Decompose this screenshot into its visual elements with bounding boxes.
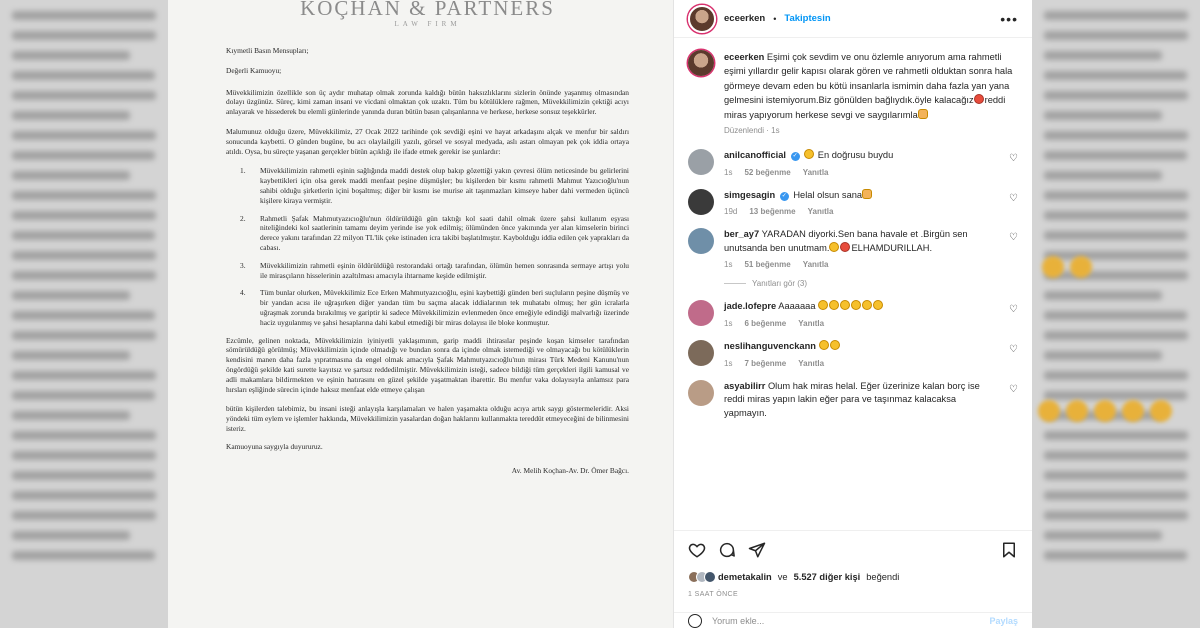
praying-hands-icon: [918, 109, 928, 119]
comment-text-tail: ELHAMDURILLAH.: [851, 242, 933, 253]
share-icon[interactable]: [748, 541, 766, 559]
comment-time: 1s: [724, 319, 733, 328]
heart-icon[interactable]: ♡: [1009, 344, 1018, 355]
comment-icon[interactable]: [718, 541, 736, 559]
verified-badge-icon: ✓: [781, 192, 787, 199]
doc-list: [226, 166, 629, 327]
avatar[interactable]: [688, 340, 714, 366]
comment-username[interactable]: anilcanofficial: [724, 150, 786, 161]
comment-username[interactable]: asyabilirr: [724, 380, 766, 391]
red-heart-icon: [974, 94, 984, 104]
angry-face-icon: [840, 242, 850, 252]
avatar[interactable]: [688, 149, 714, 175]
more-options-icon[interactable]: •••: [1000, 10, 1018, 27]
comment-text: En doğrusu buydu: [817, 150, 894, 161]
caption-body-end: reddi miras yapıyorum herkese sevgi ve saygılarımla: [724, 95, 1006, 120]
comment-likes[interactable]: 13 beğenme: [749, 207, 796, 217]
doc-signature: Av. Melih Koçhan-Av. Dr. Ömer Bağcı.: [511, 465, 629, 475]
liked-by-user[interactable]: demetakalin: [718, 572, 772, 582]
liker-avatars: [688, 571, 712, 583]
praying-hands-icon: [862, 189, 872, 199]
heart-icon[interactable]: ♡: [1009, 153, 1018, 165]
comment-text: Aaaaaaa: [778, 301, 816, 312]
doc-paragraph-2: Malumunuz olduğu üzere, Müvekkilimiz, 27 Ocak 2022 tarihinde çok sevdiği eşini ve hayat arkadaşını alçak ve menfur bir saldırı sonucunda kaybetti. O günden bugüne, bu acı olaylailgili yazılı, görsel ve sosyal medyada, aslı astarı olmayan pek çok iddia ortaya atıldı. Oysa, bu süreçte yaşanan gerçekler bütün açıklığı ile ifade etmek gerekir ise şunlardır:: [226, 126, 629, 156]
comment-input[interactable]: Yorum ekle...: [712, 615, 765, 626]
heart-icon[interactable]: [688, 541, 706, 559]
post-caption: [688, 50, 1018, 122]
caption-username[interactable]: eceerken: [724, 52, 765, 62]
heart-icon[interactable]: ♡: [1009, 192, 1018, 204]
heart-icon[interactable]: ♡: [1009, 232, 1018, 244]
doc-paragraph-1: Müvekkilimizin özellikle son üç aydır muhatap olmak zorunda kaldığı bütün haksızlıklarını sizlerin önünde yaşanmış olmasından dolayı üzgünüz. Süreç, kimi zaman insani ve vicdani olmaktan çok uzaktı. Tüm bu kötülüklere rağmen, Müvekkilimizin çektiği acıyı anlayarak ve hissederek bu elemli günlerinde yanında duran bütün basın çalışanlarına ve herkese, herkese sonsuz teşekkürler.: [226, 87, 629, 117]
post-header: [674, 0, 1032, 38]
reply-button[interactable]: Yanıtla: [802, 167, 829, 177]
comment-likes[interactable]: 52 beğenme: [744, 167, 791, 177]
add-comment-bar: [674, 612, 1032, 628]
background-left: [0, 0, 168, 628]
doc-list-item: 1. Müvekkilimizin rahmetli eşinin sağlığında maddi destek olup bakıp gözettiği yakın çevresi ölüm neticesinde bu gelirlerini kaybettikleri için olsa gerek maddi menfaat peşine düşmüşler; bu kişilerden bir kısmı rahmetli Mahmut Yazıcıoğlu'nun sahibi olduğu şirketlerin içini boşaltmış; diğer bir kısmı ise murise ait taşınmazları kimseye haber dahi vermeden üçüncü kişilere kiraya vermiştir.: [240, 166, 629, 205]
post-time: 1 SAAT ÖNCE: [688, 591, 739, 598]
sad-face-icon: [829, 242, 839, 252]
comment-username[interactable]: neslihanguvenckann: [724, 341, 816, 351]
post-comment-button[interactable]: Paylaş: [989, 615, 1018, 626]
caption-text: [724, 50, 1018, 122]
emoji-icon: [819, 340, 829, 350]
heart-icon[interactable]: ♡: [1009, 304, 1018, 316]
avatar[interactable]: [688, 189, 714, 215]
avatar[interactable]: [688, 5, 716, 33]
reply-button[interactable]: Yanıtla: [802, 260, 829, 270]
comment-likes[interactable]: 6 beğenme: [744, 319, 787, 328]
header-separator: •: [773, 13, 777, 24]
comments-list: [674, 38, 1032, 530]
avatar[interactable]: [688, 50, 714, 76]
doc-paragraph-4: bütün kişilerden talebimiz, bu insani isteği anlayışla karşılamaları ve halen yaşamakta olduğu acıya artık saygı göstermeleridir. Aksi yöndeki tüm eylem ve işlemler hakkında, Müvekkilimizin yasalardan doğan haklarını kullanmakta tereddüt etmeyeceğini de bilinmesini isteriz.: [226, 404, 629, 433]
bookmark-icon[interactable]: [1000, 541, 1018, 559]
comment-username[interactable]: jade.lofepre: [724, 301, 777, 312]
comment-likes[interactable]: 51 beğenme: [744, 260, 791, 270]
smile-icon[interactable]: [688, 614, 702, 628]
doc-closing: Kamuoyuna saygıyla duyururuz.: [226, 441, 323, 451]
view-replies-button[interactable]: Yanıtları gör (3): [724, 279, 1018, 288]
liked-others[interactable]: 5.527 diğer kişi: [793, 572, 861, 582]
reply-button[interactable]: Yanıtla: [807, 207, 834, 217]
reply-button[interactable]: Yanıtla: [798, 358, 825, 368]
comment-time: 1s: [724, 167, 733, 177]
caption-meta: Düzenlendi · 1s: [724, 126, 780, 136]
law-firm-logo: KOÇHAN & PARTNERS: [300, 0, 555, 20]
doc-salutation-2: Değerli Kamuoyu;: [226, 65, 282, 75]
doc-paragraph-3: Ezcümle, gelinen noktada, Müvekkilimizin iyiniyetli yaklaşımının, garip maddi ihtirasılar peşinde koşan kimseler tarafından sömürüldüğü görülmüş; Müvekkilimizin içinde olmadığı ve bundan sonra da içinde olmak istemediği ve olmayacağı bu kötülüklerin kendisini manen daha fazla yıpratmasına da engel olmak amacıyla Şafak Mahmutyazıcıoğlu'nun mirası Türk Medeni Kanunu'nun öngördüğü şekilde kati surette kayıtsız ve şartsız reddedilmiştir. Müvekkilimizin isteği, sadece bildiği tüm gerçekleri ilgili kamusal ve adli makamlara bildirmekten ve eşinin hatırasını en güzel şekilde yaşatmaktan ibarettir. Bu menfur vaka dolayısıyla anlamsız para hırsları eşliğinde sürecin içinde haksız menfaat elde etmeye çalışan: [226, 335, 629, 394]
avatar[interactable]: [688, 300, 714, 326]
caption-body: Eşimi çok sevdim ve onu özlemle anıyorum ama rahmetli eşimi yıllardır gelir kapısı olarak gören ve rahmetli olduktan sonra hala görmeye devam eden bu kötü insanlarla ismimin daha fazla yan yana gelmesini istemiyorum.Biz gönülden bağlıydık.öyle kalacağız: [724, 52, 1013, 106]
comment-text: Olum hak miras helal. Eğer üzerinize kalan borç ise reddi miras yapın lakin eğer para ve taşınmaz kalacaksa yapmayın.: [724, 380, 980, 418]
emoji-icon: [830, 340, 840, 350]
background-right: [1032, 0, 1200, 628]
comment-text: YARADAN diyorki.Sen bana havale et .Birgün sen unutsanda ben unutmam.: [724, 229, 968, 253]
comment-time: 1s: [724, 260, 733, 270]
comment-username[interactable]: ber_ay7: [724, 229, 760, 240]
list-item: [688, 340, 1018, 368]
list-item: [688, 380, 1018, 421]
liked-suffix: beğendi: [866, 572, 900, 582]
avatar[interactable]: [688, 380, 714, 406]
verified-badge-icon: ✓: [792, 153, 798, 160]
comment-username[interactable]: simgesagin: [724, 189, 776, 200]
list-item: [688, 189, 1018, 217]
likes-summary: [688, 571, 1018, 583]
doc-list-item: 4. Tüm bunlar olurken, Müvekkilimiz Ece Erken Mahmutyazıcıoğlu, eşini kaybettiği günden beri suçluların peşine düşmüş ve bir yandan acısı ile uğraşırken diğer yandan tüm bu saçma alacak iddialarının tek muhatabı olmuş; her gün icralarla uğraşmak zorunda bırakılmış ve gariptir ki sadece Müvekkilimizin evlenmeden önce emeğiyle edindiği malvarlığı üzerinde haciz uygulanmış ve şahsi hesaplarına dahi kabul etmediği bir miras dolayısı ile bloke konmuştur.: [240, 288, 629, 327]
comment-time: 1s: [724, 358, 733, 368]
comment-text: Helal olsun sana: [793, 189, 863, 200]
law-firm-logo-sub: LAW FIRM: [394, 20, 461, 28]
comment-likes[interactable]: 7 beğenme: [744, 358, 787, 368]
list-item: [688, 149, 1018, 177]
avatar[interactable]: [688, 228, 714, 254]
liked-connector: ve: [777, 572, 788, 582]
instagram-post: [168, 0, 1032, 628]
list-item: [688, 228, 1018, 269]
header-username[interactable]: eceerken: [724, 13, 766, 24]
doc-list-item: 2. Rahmetli Şafak Mahmutyazıcıoğlu'nun öldürüldüğü gün taktığı kol saati dahil olmak üzere şahsi kullanım eşyası niteliğindeki kol saatlerinin tamamı deyim yerinde ise yok edilmiş; ölümünden önce yakınında yer alan kimselerin birinci derece yakını tarafından 22 milyon TL'lik çeke istinaden icra takibi başlatılmıştır. Kaybolduğu iddia edilen çek yaprakları da cabası.: [240, 213, 629, 252]
doc-salutation-1: Kıymetli Basın Mensupları;: [226, 46, 309, 55]
reply-button[interactable]: Yanıtla: [798, 319, 825, 328]
doc-list-item: 3. Müvekkilimizin rahmetli eşinin öldürüldüğü restorandaki ortağı tarafından, ölümün hemen sonrasında sermaye artışı yolu ile mirasçıların hisselerinin azaltılması amacıyla ihtarname keşide edilmiştir.: [240, 260, 629, 280]
post-side-panel: [674, 0, 1032, 628]
post-actions: [674, 530, 1032, 628]
post-image-document: [168, 0, 674, 628]
comment-time: 19d: [724, 207, 738, 217]
list-item: [688, 300, 1018, 328]
heart-icon[interactable]: ♡: [1009, 383, 1018, 395]
follow-button[interactable]: Takiptesin: [784, 13, 831, 24]
face-emoji-icon: [804, 149, 814, 159]
